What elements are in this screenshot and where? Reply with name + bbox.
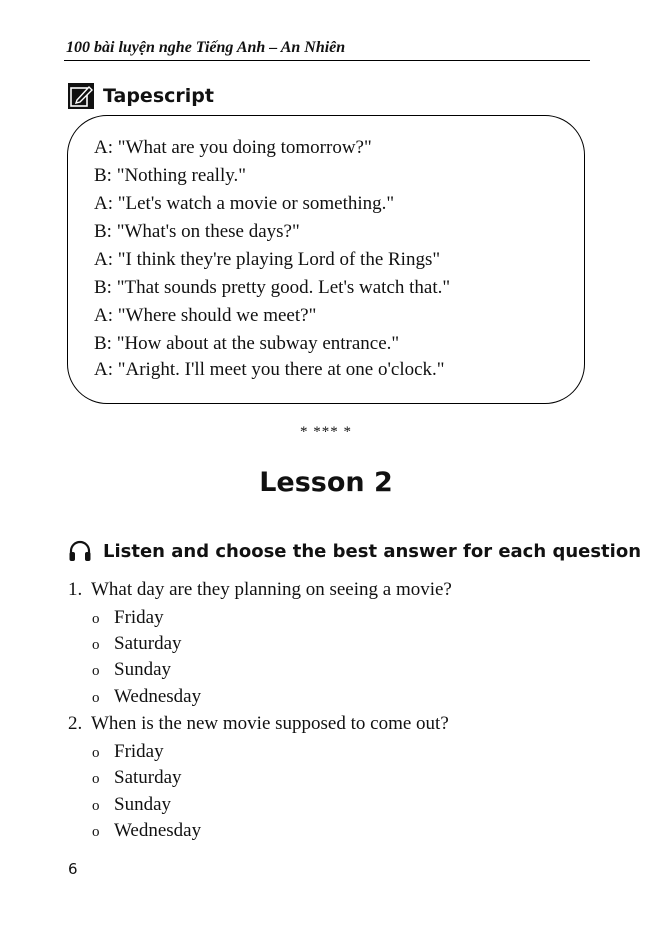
dialogue-line: B: "How about at the subway entrance."	[94, 333, 400, 354]
instruction-heading	[68, 540, 641, 562]
dialogue-line: B: "Nothing really."	[94, 165, 247, 186]
bullet-icon: o	[92, 611, 100, 627]
answer-option[interactable]	[92, 633, 182, 655]
answer-option[interactable]	[92, 741, 164, 763]
option-label: Saturday	[114, 633, 182, 654]
option-label: Friday	[114, 741, 164, 762]
bullet-icon: o	[92, 663, 100, 679]
header-title: 100 bài luyện nghe Tiếng Anh – An Nhiên	[66, 39, 346, 56]
bullet-icon: o	[92, 771, 100, 787]
bullet-icon: o	[92, 745, 100, 761]
answer-option[interactable]	[92, 686, 201, 708]
answer-option[interactable]	[92, 820, 201, 842]
answer-option[interactable]	[92, 659, 171, 681]
answer-option[interactable]	[92, 794, 171, 816]
dialogue-line: A: "Aright. I'll meet you there at one o'clock."	[94, 359, 445, 380]
question-number: 1.	[68, 579, 83, 600]
option-label: Sunday	[114, 794, 171, 815]
answer-option[interactable]	[92, 607, 164, 629]
pencil-edit-icon	[68, 83, 94, 109]
instruction-text: Listen and choose the best answer for each question	[103, 540, 642, 562]
page-header	[64, 38, 590, 61]
question-text: What day are they planning on seeing a movie?	[91, 579, 452, 600]
question-2	[68, 713, 449, 735]
dialogue-line: B: "What's on these days?"	[94, 221, 300, 242]
option-label: Sunday	[114, 659, 171, 680]
answer-option[interactable]	[92, 767, 182, 789]
option-label: Wednesday	[114, 820, 202, 841]
bullet-icon: o	[92, 690, 100, 706]
dialogue-line: B: "That sounds pretty good. Let's watch that."	[94, 277, 451, 298]
lesson-title: Lesson 2	[259, 467, 393, 498]
page-number: 6	[68, 860, 78, 878]
bullet-icon: o	[92, 798, 100, 814]
dialogue-line: A: "Let's watch a movie or something."	[94, 193, 395, 214]
option-label: Friday	[114, 607, 164, 628]
section-separator: * *** *	[300, 424, 352, 440]
dialogue-line: A: "Where should we meet?"	[94, 305, 317, 326]
dialogue-line: A: "I think they're playing Lord of the Rings"	[94, 249, 441, 270]
question-number: 2.	[68, 713, 83, 734]
dialogue-line: A: "What are you doing tomorrow?"	[94, 137, 372, 158]
headphones-icon	[68, 540, 92, 562]
option-label: Saturday	[114, 767, 182, 788]
tapescript-heading	[68, 82, 214, 110]
bullet-icon: o	[92, 637, 100, 653]
bullet-icon: o	[92, 824, 100, 840]
option-label: Wednesday	[114, 686, 202, 707]
question-1	[68, 579, 452, 601]
question-text: When is the new movie supposed to come out?	[91, 713, 449, 734]
tapescript-title: Tapescript	[103, 85, 214, 107]
